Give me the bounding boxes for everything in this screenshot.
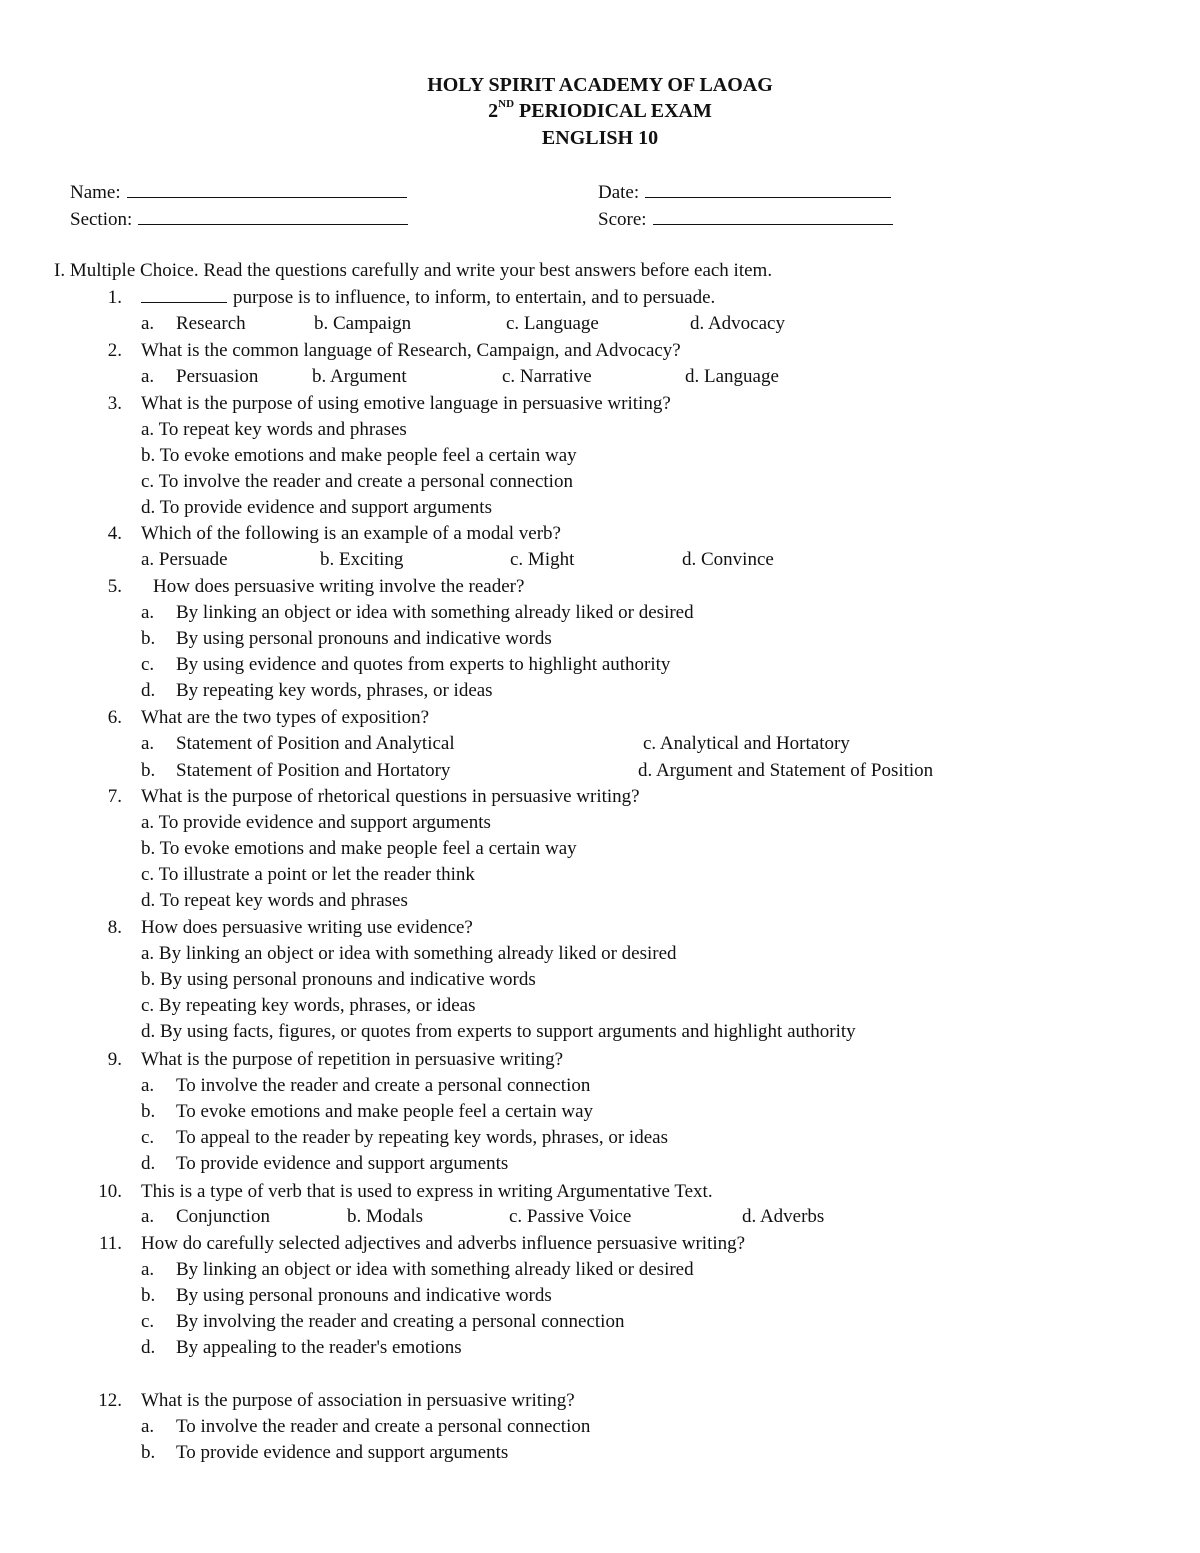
- choice-letter: a.: [141, 602, 155, 623]
- score-label: Score:: [598, 209, 647, 230]
- choice-letter: a.: [141, 1416, 155, 1437]
- question-number: 9.: [107, 1049, 122, 1070]
- choice-text: Statement of Position and Analytical: [176, 733, 455, 754]
- choice-letter: a.: [141, 1206, 155, 1227]
- choice-text: b. Modals: [347, 1206, 423, 1227]
- choice-text: c. Narrative: [502, 366, 592, 387]
- choice-text: d. To provide evidence and support arguments: [141, 497, 492, 518]
- date-blank[interactable]: [645, 181, 891, 198]
- subject-title: ENGLISH 10: [541, 127, 659, 149]
- choice-text: By linking an object or idea with something already liked or desired: [176, 602, 694, 623]
- choice-text: Persuasion: [176, 366, 259, 387]
- question-text: What are the two types of exposition?: [141, 707, 430, 728]
- choice-letter: a.: [141, 1075, 155, 1096]
- choice-text: d. Argument and Statement of Position: [638, 760, 934, 781]
- choice-text: To evoke emotions and make people feel a certain way: [176, 1101, 594, 1122]
- question-number: 2.: [107, 340, 122, 361]
- choice-text: d. Convince: [682, 549, 774, 570]
- question-text: This is a type of verb that is used to express in writing Argumentative Text.: [141, 1181, 713, 1202]
- name-blank[interactable]: [127, 181, 407, 198]
- exam-number: 2: [488, 100, 499, 122]
- section-blank[interactable]: [138, 208, 408, 225]
- instructions: I. Multiple Choice. Read the questions carefully and write your best answers before each item.: [54, 260, 773, 281]
- section-label: Section:: [70, 209, 133, 230]
- choice-text: By involving the reader and creating a personal connection: [176, 1311, 625, 1332]
- date-field[interactable]: [598, 181, 891, 204]
- choice-text: To provide evidence and support arguments: [176, 1153, 509, 1174]
- choice-text: Conjunction: [176, 1206, 270, 1227]
- choice-letter: b.: [141, 1101, 156, 1122]
- score-field[interactable]: [598, 208, 893, 231]
- question-text: What is the purpose of association in persuasive writing?: [141, 1390, 575, 1411]
- choice-text: d. By using facts, figures, or quotes from experts to support arguments and highlight authority: [141, 1021, 856, 1042]
- choice-letter: c.: [141, 1127, 155, 1148]
- choice-letter: b.: [141, 1442, 156, 1463]
- choice-text: Statement of Position and Hortatory: [176, 760, 451, 781]
- question-text: How do carefully selected adjectives and adverbs influence persuasive writing?: [141, 1233, 746, 1254]
- choice-letter: b.: [141, 628, 156, 649]
- answer-blank[interactable]: [141, 287, 227, 303]
- question-number: 6.: [107, 707, 122, 728]
- score-blank[interactable]: [653, 208, 893, 225]
- date-label: Date:: [598, 182, 640, 203]
- choice-text: a. Persuade: [141, 549, 228, 570]
- question-number: 1.: [107, 287, 122, 308]
- choice-text: b. Argument: [312, 366, 407, 387]
- choice-text: a. To repeat key words and phrases: [141, 419, 407, 440]
- choice-letter: d.: [141, 1337, 156, 1358]
- choice-text: b. Campaign: [314, 313, 412, 334]
- question-text: How does persuasive writing use evidence?: [141, 917, 473, 938]
- name-field[interactable]: [70, 181, 407, 204]
- choice-text: To appeal to the reader by repeating key words, phrases, or ideas: [176, 1127, 668, 1148]
- choice-letter: a.: [141, 1259, 155, 1280]
- choice-letter: a.: [141, 366, 155, 387]
- choice-text: By using evidence and quotes from experts to highlight authority: [176, 654, 671, 675]
- choice-letter: a.: [141, 313, 155, 334]
- question-number: 4.: [107, 523, 122, 544]
- choice-text: By using personal pronouns and indicative words: [176, 628, 552, 649]
- choice-text: c. Language: [506, 313, 599, 334]
- choice-text: c. Passive Voice: [509, 1206, 632, 1227]
- choice-letter: b.: [141, 760, 156, 781]
- choice-text: c. To involve the reader and create a personal connection: [141, 471, 573, 492]
- choice-text: d. Advocacy: [690, 313, 785, 334]
- question-number: 11.: [98, 1233, 122, 1254]
- choice-text: b. By using personal pronouns and indicative words: [141, 969, 536, 990]
- choice-text: c. Analytical and Hortatory: [643, 733, 850, 754]
- question-number: 12.: [98, 1390, 122, 1411]
- question-text: What is the common language of Research, Campaign, and Advocacy?: [141, 340, 681, 361]
- choice-text: b. To evoke emotions and make people feel a certain way: [141, 445, 577, 466]
- question-number: 10.: [98, 1181, 122, 1202]
- choice-text: c. To illustrate a point or let the reader think: [141, 864, 475, 885]
- choice-text: To involve the reader and create a personal connection: [176, 1075, 591, 1096]
- question-text: What is the purpose of rhetorical questions in persuasive writing?: [141, 786, 640, 807]
- choice-text: By linking an object or idea with something already liked or desired: [176, 1259, 694, 1280]
- choice-text: b. To evoke emotions and make people feel a certain way: [141, 838, 577, 859]
- choice-text: d. To repeat key words and phrases: [141, 890, 408, 911]
- choice-text: By using personal pronouns and indicative words: [176, 1285, 552, 1306]
- choice-text: c. Might: [510, 549, 575, 570]
- question-text: Which of the following is an example of a modal verb?: [141, 523, 561, 544]
- choice-text: d. Language: [685, 366, 779, 387]
- school-name: HOLY SPIRIT ACADEMY OF LAOAG: [427, 74, 773, 96]
- choice-text: c. By repeating key words, phrases, or ideas: [141, 995, 476, 1016]
- section-field[interactable]: [70, 208, 408, 231]
- choice-text: d. Adverbs: [742, 1206, 825, 1227]
- exam-number-suffix: ND: [498, 98, 515, 111]
- choice-letter: d.: [141, 1153, 156, 1174]
- choice-text: By repeating key words, phrases, or ideas: [176, 680, 493, 701]
- question-text: purpose is to influence, to inform, to entertain, and to persuade.: [141, 287, 715, 309]
- question-text: What is the purpose of using emotive language in persuasive writing?: [141, 393, 671, 414]
- question-text: What is the purpose of repetition in persuasive writing?: [141, 1049, 564, 1070]
- question-text: How does persuasive writing involve the reader?: [153, 576, 525, 597]
- choice-letter: d.: [141, 680, 156, 701]
- choice-letter: c.: [141, 1311, 155, 1332]
- choice-text: To involve the reader and create a personal connection: [176, 1416, 591, 1437]
- choice-text: a. To provide evidence and support arguments: [141, 812, 491, 833]
- question-number: 3.: [107, 393, 122, 414]
- question-number: 7.: [107, 786, 122, 807]
- choice-text: Research: [176, 313, 246, 334]
- choice-letter: a.: [141, 733, 155, 754]
- choice-text: To provide evidence and support arguments: [176, 1442, 509, 1463]
- choice-text: b. Exciting: [320, 549, 404, 570]
- choice-letter: b.: [141, 1285, 156, 1306]
- choice-letter: c.: [141, 654, 155, 675]
- exam-title-text: PERIODICAL EXAM: [514, 100, 712, 122]
- choice-text: By appealing to the reader's emotions: [176, 1337, 462, 1358]
- choice-text: a. By linking an object or idea with something already liked or desired: [141, 943, 677, 964]
- exam-title: [0, 100, 1200, 123]
- name-label: Name:: [70, 182, 121, 203]
- question-number: 5.: [107, 576, 122, 597]
- question-number: 8.: [107, 917, 122, 938]
